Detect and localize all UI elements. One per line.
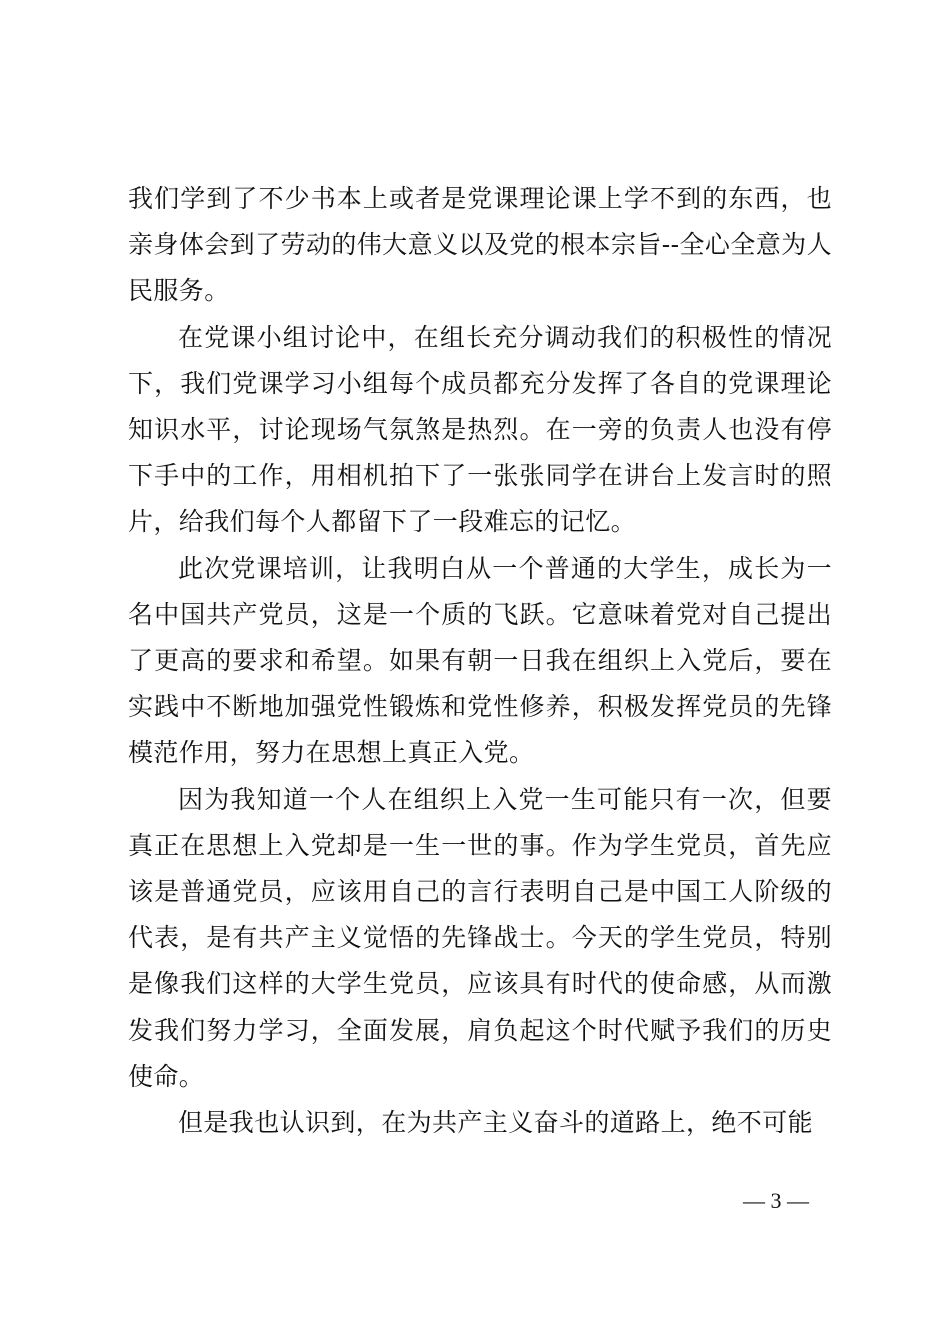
paragraph-1: 我们学到了不少书本上或者是党课理论课上学不到的东西，也亲身体会到了劳动的伟大意义以及党的根本宗旨--全心全意为人民服务。 — [128, 184, 832, 306]
page-number: — 3 — — [743, 1188, 809, 1213]
paragraph-2: 在党课小组讨论中，在组长充分调动我们的积极性的情况下，我们党课学习小组每个成员都充分发挥了各自的党课理论知识水平，讨论现场气氛煞是热烈。在一旁的负责人也没有停下手中的工作，用相机拍下了一张张同学在讲台上发言时的照片，给我们每个人都留下了一段难忘的记忆。 — [128, 322, 832, 537]
paragraph-3: 此次党课培训，让我明白从一个普通的大学生，成长为一名中国共产党员，这是一个质的飞跃。它意味着党对自己提出了更高的要求和希望。如果有朝一日我在组织上入党后，要在实践中不断地加强党性锻炼和党性修养，积极发挥党员的先锋模范作用，努力在思想上真正入党。 — [128, 553, 832, 768]
paragraph-4: 因为我知道一个人在组织上入党一生可能只有一次，但要真正在思想上入党却是一生一世的事。作为学生党员，首先应该是普通党员，应该用自己的言行表明自己是中国工人阶级的代表，是有共产主义觉悟的先锋战士。今天的学生党员，特别是像我们这样的大学生党员，应该具有时代的使命感，从而激发我们努力学习，全面发展，肩负起这个时代赋予我们的历史使命。 — [128, 784, 832, 1091]
paragraph-5: 但是我也认识到，在为共产主义奋斗的道路上，绝不可能 — [178, 1108, 814, 1138]
body-text — [128, 176, 832, 1146]
